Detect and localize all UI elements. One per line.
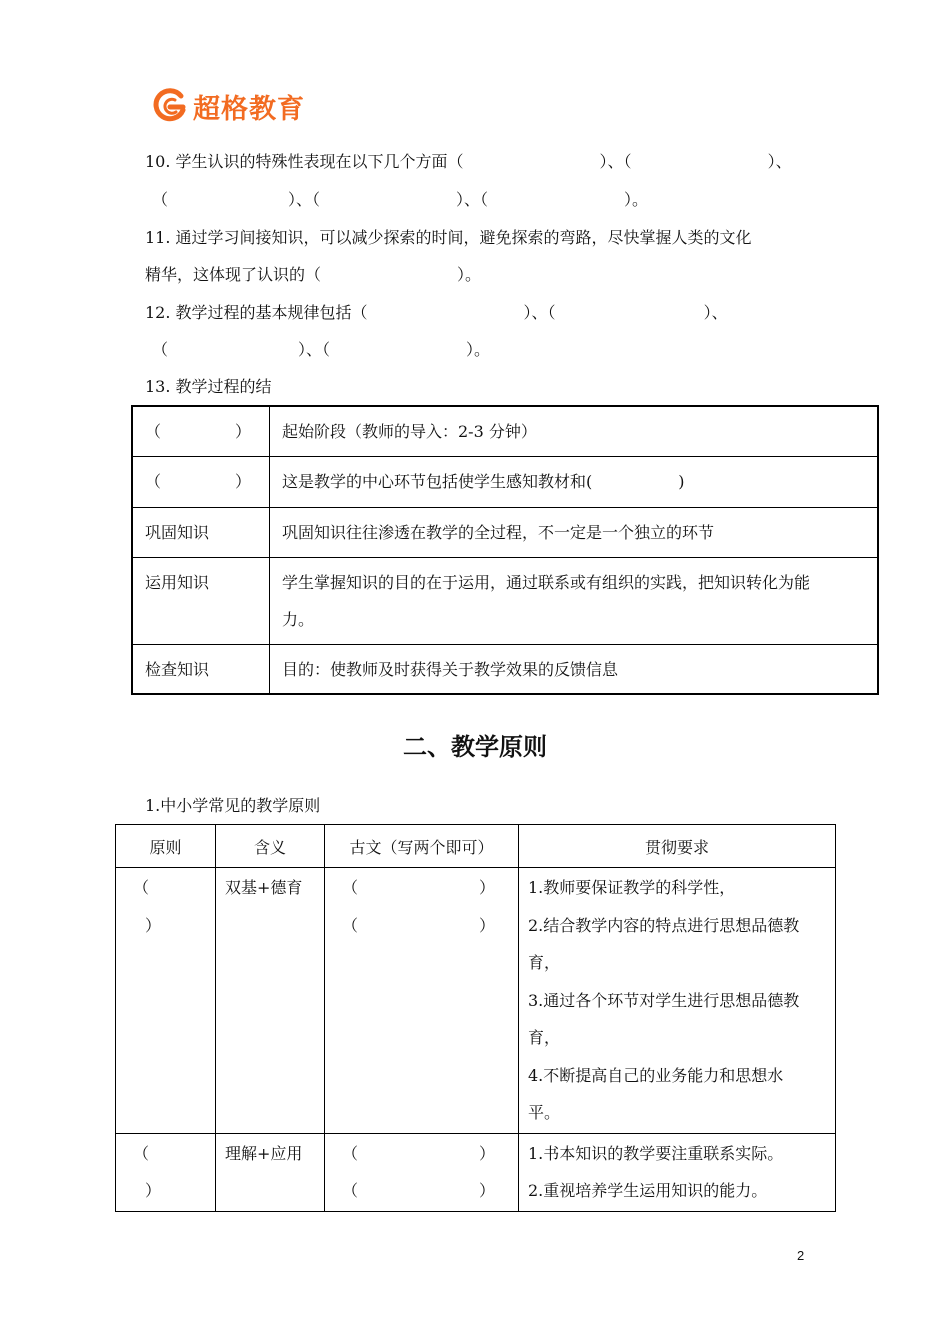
question-10-line-1: 10. 学生认识的特殊性表现在以下几个方面（ ）、（ ）、	[145, 152, 792, 171]
principles-table	[115, 824, 836, 1212]
table-row	[116, 868, 836, 1134]
stage-cell: 检查知识	[132, 644, 270, 694]
header-classical-quotes: 古文（写两个即可）	[325, 825, 519, 868]
stage-cell: 运用知识	[132, 557, 270, 644]
desc-cell: 起始阶段（教师的导入：2-3 分钟）	[270, 406, 879, 456]
header-meaning: 含义	[216, 825, 325, 868]
teaching-structure-table	[131, 405, 879, 695]
desc-cell: 巩固知识往往渗透在教学的全过程，不一定是一个独立的环节	[270, 507, 879, 557]
principles-caption: 1.中小学常见的教学原则	[145, 796, 321, 815]
requirements-cell: 1.书本知识的教学要注重联系实际。 2.重视培养学生运用知识的能力。	[519, 1133, 836, 1211]
table-row	[132, 557, 878, 644]
brand-g-logo-icon	[153, 88, 189, 124]
meaning-cell: 双基+德育	[216, 868, 325, 1134]
principle-cell: （ ）	[116, 1133, 216, 1211]
requirements-cell: 1.教师要保证教学的科学性， 2.结合教学内容的特点进行思想品德教 育， 3.通过各个环节对学生进行思想品德教 育， 4.不断提高自己的业务能力和思想水 平。	[519, 868, 836, 1134]
stage-cell: 巩固知识	[132, 507, 270, 557]
header-principle: 原则	[116, 825, 216, 868]
quotes-cell: （ ） （ ）	[325, 868, 519, 1134]
stage-cell: （ ）	[132, 456, 270, 507]
table-row	[132, 456, 878, 507]
brand-logo	[153, 86, 305, 126]
brand-name: 超格教育	[193, 93, 305, 125]
table-row	[132, 644, 878, 694]
page-number: 2	[797, 1248, 805, 1263]
question-13-line-1: 13. 教学过程的结	[145, 377, 272, 396]
table-row	[116, 1133, 836, 1211]
question-11-line-1: 11. 通过学习间接知识，可以减少探索的时间，避免探索的弯路，尽快掌握人类的文化	[145, 228, 752, 247]
desc-cell: 目的：使教师及时获得关于教学效果的反馈信息	[270, 644, 879, 694]
question-11-line-2: 精华，这体现了认识的（ ）。	[145, 265, 482, 284]
desc-cell: 学生掌握知识的目的在于运用，通过联系或有组织的实践，把知识转化为能 力。	[270, 557, 879, 644]
question-10-line-2: （ ）、（ ）、（ ）。	[152, 190, 649, 209]
section-title: 二、教学原则	[403, 733, 547, 761]
question-12-line-1: 12. 教学过程的基本规律包括（ ）、（ ）、	[145, 303, 728, 322]
desc-cell: 这是教学的中心环节包括使学生感知教材和( )	[270, 456, 879, 507]
meaning-cell: 理解+应用	[216, 1133, 325, 1211]
principle-cell: （ ）	[116, 868, 216, 1134]
stage-cell: （ ）	[132, 406, 270, 456]
question-12-line-2: （ ）、（ ）。	[152, 340, 491, 359]
table-header-row	[116, 825, 836, 868]
table-row	[132, 507, 878, 557]
header-requirements: 贯彻要求	[519, 825, 836, 868]
quotes-cell: （ ） （ ）	[325, 1133, 519, 1211]
table-row	[132, 406, 878, 456]
